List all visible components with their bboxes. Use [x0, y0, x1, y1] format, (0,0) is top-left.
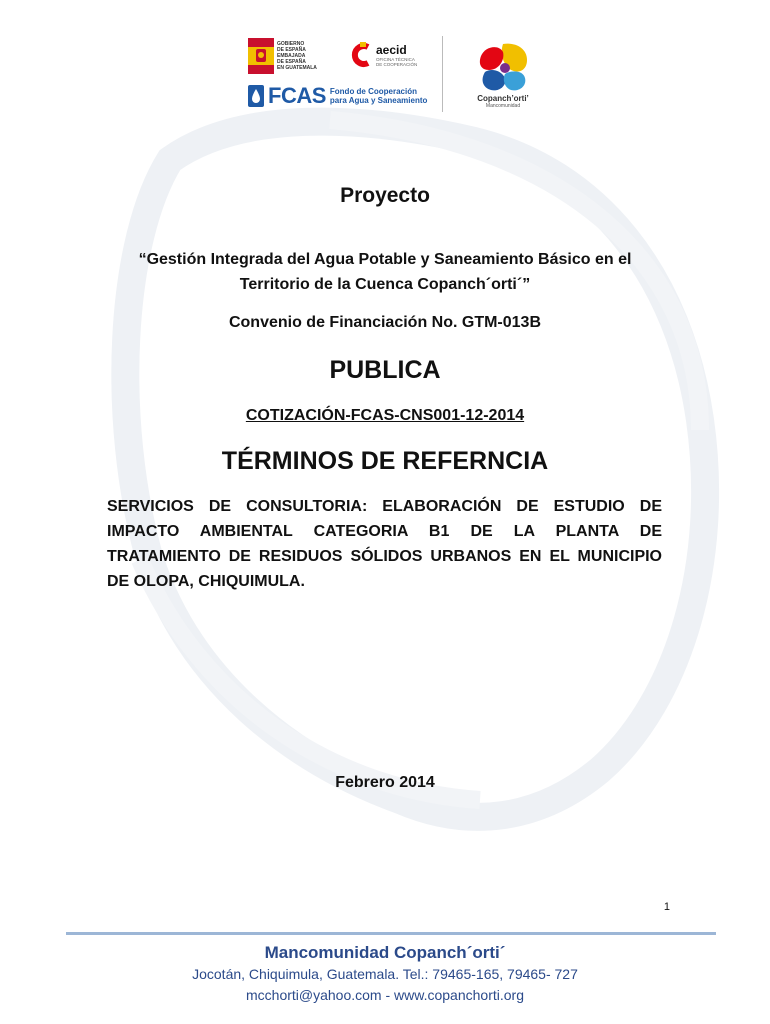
spain-coat-of-arms-icon [248, 38, 274, 74]
spain-text-line: GOBIERNO [277, 41, 305, 47]
spain-embassy-logo [248, 36, 344, 76]
water-drop-icon [248, 85, 264, 107]
project-name [110, 247, 660, 297]
copanchorti-name: Copanch’orti’ [477, 94, 529, 103]
aecid-c-icon [350, 42, 372, 68]
footer-title: Mancomunidad Copanch´orti´ [264, 943, 506, 962]
project-name-line: “Gestión Integrada del Agua Potable y Saneamiento Básico en el [138, 251, 632, 268]
document-date: Febrero 2014 [335, 774, 435, 791]
spain-text-line: EN GUATEMALA [277, 65, 317, 71]
footer [0, 940, 770, 1006]
aecid-sub-line: DE COOPERACIÓN [376, 61, 418, 67]
header-logos [246, 32, 546, 116]
spain-text-line: DE ESPAÑA [277, 47, 306, 53]
copanchorti-emblem-icon [475, 40, 531, 94]
footer-contact: mcchorti@yahoo.com - www.copanchorti.org [246, 987, 524, 1003]
terms-of-reference-heading: TÉRMINOS DE REFERNCIA [221, 447, 549, 475]
aecid-name: aecid [376, 42, 407, 57]
spain-text-line: DE ESPAÑA [277, 59, 306, 65]
fcas-name: FCAS [268, 83, 326, 108]
footer-divider [66, 932, 716, 935]
footer-address: Jocotán, Chiquimula, Guatemala. Tel.: 79465-165, 79465- 727 [192, 966, 578, 982]
logo-divider [442, 36, 443, 112]
publica-heading: PUBLICA [329, 356, 441, 384]
fcas-sub-line: para Agua y Saneamiento [329, 96, 428, 105]
copanchorti-logo [460, 40, 546, 120]
fcas-sub-line: Fondo de Cooperación [329, 87, 417, 96]
project-name-line: Territorio de la Cuenca Copanch´orti´” [239, 276, 531, 293]
aecid-logo [350, 34, 426, 76]
document-label: Proyecto [340, 184, 430, 207]
services-description: SERVICIOS DE CONSULTORIA: ELABORACIÓN DE ESTUDIO DE IMPACTO AMBIENTAL CATEGORIA B1 DE LA PLANTA DE TRATAMIENTO DE RESIDUOS SÓLIDOS URBANOS EN EL MUNICIPIO DE OLOPA, CHIQUIMULA. [107, 498, 662, 590]
spain-text-line: EMBAJADA [277, 53, 306, 59]
quotation-code: COTIZACIÓN-FCAS-CNS001-12-2014 [245, 407, 525, 424]
copanchorti-sub: Mancomunidad [485, 103, 521, 109]
fcas-logo [248, 82, 434, 110]
financing-agreement: Convenio de Financiación No. GTM-013B [228, 314, 542, 331]
aecid-sub-line: OFICINA TÉCNICA [376, 56, 415, 62]
spain-embassy-text [277, 41, 317, 71]
page-number: 1 [663, 901, 670, 913]
